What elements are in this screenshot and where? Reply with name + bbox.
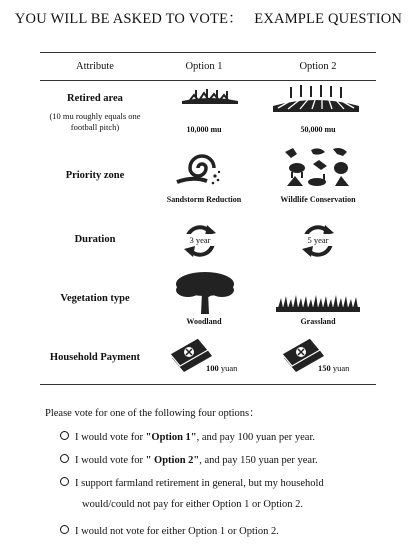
attr-duration: Duration	[74, 234, 116, 245]
duration-option-2	[298, 221, 338, 261]
sandstorm-icon	[175, 150, 223, 190]
option-2-retired-area: 50,000 mu	[300, 125, 336, 134]
header-rule	[40, 80, 376, 81]
option-2-payment-amount: 150	[318, 363, 331, 373]
option-2-payment-currency: yuan	[332, 363, 350, 373]
wildlife-icon	[283, 146, 353, 190]
attr-vegetation-type: Vegetation type	[60, 293, 130, 304]
duration-option-1	[180, 221, 220, 261]
attr-household-payment: Household Payment	[49, 352, 141, 363]
option-1-priority-zone: Sandstorm Reduction	[166, 195, 242, 204]
vote-option-2-pre: I would vote for	[75, 455, 146, 466]
farmland-small-icon	[180, 86, 240, 104]
attr-retired-area: Retired area	[67, 93, 123, 104]
vote-option-1-pre: I would vote for	[75, 432, 146, 443]
farmland-large-icon	[272, 84, 360, 112]
duration-option-2-label: 5 year	[298, 234, 338, 246]
top-rule	[40, 52, 376, 53]
option-1-payment-currency: yuan	[220, 363, 238, 373]
vote-option-3-continued: would/could not pay for either Option 1 or Option 2.	[82, 499, 304, 510]
vote-option-4-pre: I would not vote for either Option 1 or Option 2.	[75, 526, 279, 537]
tree-icon	[174, 270, 236, 316]
vote-option-3-pre: I support farmland retirement in general, but my household	[75, 478, 324, 489]
option-1-payment	[206, 363, 237, 373]
vote-option-3[interactable]	[60, 477, 324, 489]
vote-option-1[interactable]	[60, 431, 315, 443]
header-attribute: Attribute	[76, 61, 114, 72]
page-title: YOU WILL BE ASKED TO VOTE： EXAMPLE QUESTION	[14, 11, 403, 27]
option-1-payment-amount: 100	[206, 363, 219, 373]
header-option-1: Option 1	[185, 61, 223, 72]
bottom-rule	[40, 384, 376, 385]
duration-option-1-label: 3 year	[180, 234, 220, 246]
option-2-vegetation: Grassland	[300, 317, 336, 326]
header-option-2: Option 2	[299, 61, 337, 72]
vote-option-1-bold: "Option 1"	[145, 432, 197, 443]
vote-intro: Please vote for one of the following four options：	[45, 408, 260, 419]
option-1-vegetation: Woodland	[186, 317, 222, 326]
option-2-payment	[318, 363, 349, 373]
vote-option-1-post: , and pay 100 yuan per year.	[196, 432, 316, 443]
radio-circle-icon[interactable]	[60, 525, 69, 534]
vote-option-2-post: , and pay 150 yuan per year.	[199, 455, 318, 466]
radio-circle-icon[interactable]	[60, 477, 69, 486]
vote-option-2[interactable]	[60, 454, 318, 466]
attr-priority-zone: Priority zone	[65, 170, 125, 181]
vote-option-4[interactable]	[60, 525, 279, 537]
vote-option-2-bold: " Option 2"	[145, 455, 200, 466]
option-1-retired-area: 10,000 mu	[186, 125, 222, 134]
option-2-priority-zone: Wildlife Conservation	[280, 195, 356, 204]
radio-circle-icon[interactable]	[60, 454, 69, 463]
attr-retired-area-note: (10 mu roughly equals one football pitch)	[49, 111, 141, 132]
radio-circle-icon[interactable]	[60, 431, 69, 440]
grass-icon	[276, 294, 360, 312]
